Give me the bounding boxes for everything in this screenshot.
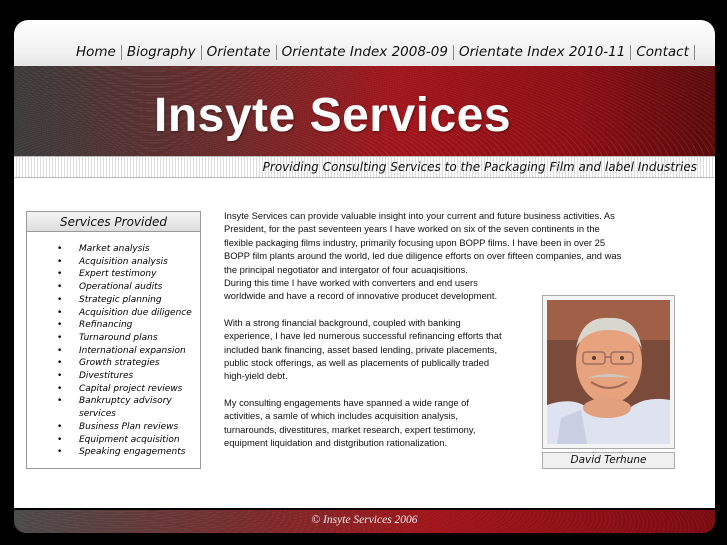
list-item: • Divestitures (27, 370, 197, 383)
portrait-photo (547, 300, 670, 444)
main-nav (72, 44, 696, 60)
list-item: • Speaking engagements (27, 446, 197, 459)
intro-paragraph-2: With a strong financial background, coupled with banking experience, I have led numerous successful refinancing efforts that included bank financing, asset based lending, private placements, public stock offerings, as well as placements of publically traded high-yield debt. (224, 316, 502, 382)
footer (14, 510, 715, 533)
list-item: • Operational audits (27, 281, 197, 294)
nav-divider (453, 45, 454, 60)
list-item: • International expansion (27, 345, 197, 358)
site-title: Insyte Services (154, 89, 512, 142)
list-item: • Refinancing (27, 319, 197, 332)
portrait-caption: David Terhune (542, 452, 675, 469)
nav-divider (201, 45, 202, 60)
portrait-image (547, 300, 670, 444)
nav-orientate-index-2010-link[interactable]: Orientate Index 2010-11 (458, 44, 626, 60)
nav-divider (121, 45, 122, 60)
intro-paragraph-3: My consulting engagements have spanned a wide range of activities, a samle of which includes acquisition analysis, turnarounds, divestitures, market research, expert testimony, equipment liquidation and distgribution rationalization. (224, 396, 476, 449)
list-item: • Growth strategies (27, 357, 197, 370)
nav-biography-link[interactable]: Biography (126, 44, 196, 60)
header-banner (14, 20, 715, 156)
list-item: • Capital project reviews (27, 383, 197, 396)
nav-divider (276, 45, 277, 60)
services-heading: Services Provided (27, 212, 200, 232)
list-item: • Strategic planning (27, 294, 197, 307)
footer-copyright: © Insyte Services 2006 (311, 514, 418, 526)
nav-contact-link[interactable]: Contact (636, 44, 689, 60)
intro-paragraph-1: Insyte Services can provide valuable insight into your current and future business activities. As President, for the past seventeen years I have worked on six of the seven continents in the flexible packaging films industry, primarily focusing upon BOPP films. I have been in over 25 BOPP film plants around the world, led due diligence efforts on over fifteen companies, and was the principal negotiator and intergator of four acuaqisitions. (224, 210, 622, 275)
main-content (14, 178, 715, 508)
nav-home-link[interactable]: Home (76, 44, 116, 60)
list-item: • Business Plan reviews (27, 421, 197, 434)
portrait-frame (542, 295, 675, 449)
nav-divider (694, 45, 695, 60)
list-item: • Equipment acquisition (27, 434, 197, 447)
nav-divider (630, 45, 631, 60)
list-item: • Expert testimony (27, 268, 197, 281)
list-item: • Acquisition due diligence (27, 307, 197, 320)
services-panel (26, 211, 201, 469)
navigation-bar (14, 20, 715, 66)
services-list (27, 232, 200, 459)
list-item: • Market analysis (27, 243, 197, 256)
list-item: • Bankruptcy advisory services (27, 395, 197, 420)
tagline-text: Providing Consulting Services to the Packaging Film and label Industries (262, 160, 697, 174)
tagline-bar (14, 156, 715, 178)
nav-orientate-index-2008-link[interactable]: Orientate Index 2008-09 (281, 44, 448, 60)
intro-paragraph-1-continued: During this time I have worked with converters and end users worldwide and have a record of innovative producet development. (224, 277, 498, 302)
list-item: • Acquisition analysis (27, 256, 197, 269)
list-item: • Turnaround plans (27, 332, 197, 345)
nav-orientate-link[interactable]: Orientate (206, 44, 271, 60)
